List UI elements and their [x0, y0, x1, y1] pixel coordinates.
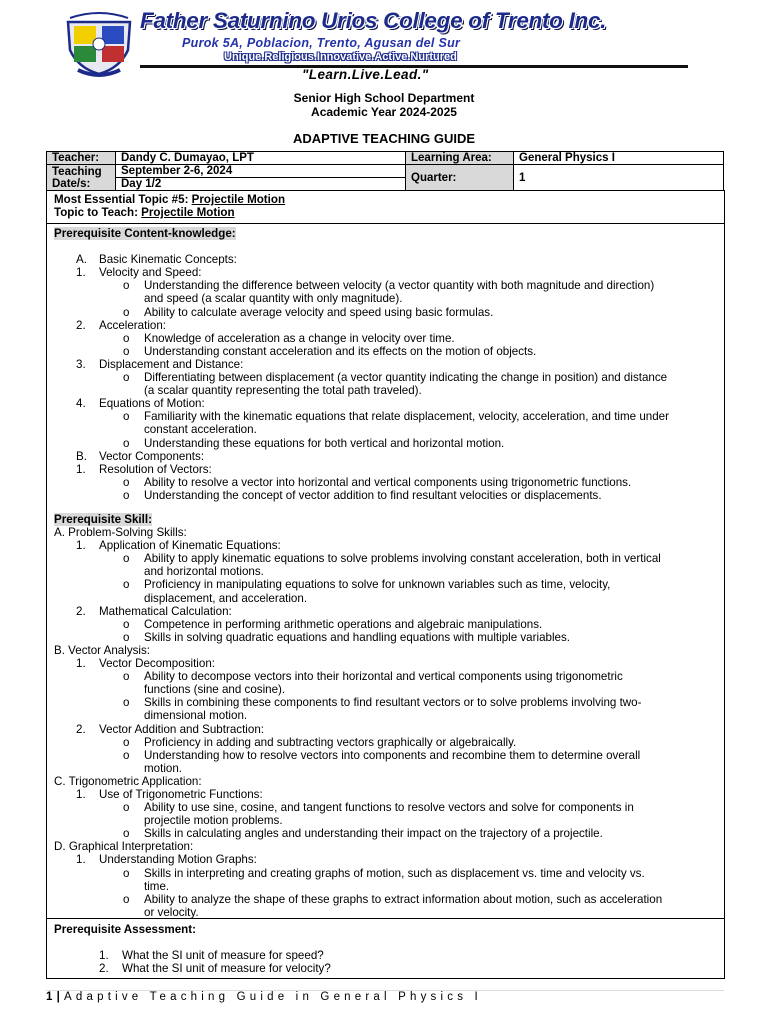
list-marker: 4. — [76, 397, 86, 411]
bullet-icon: o — [123, 475, 130, 489]
list-item — [54, 397, 236, 410]
list-text: Skills in combining these components to find resultant vectors or to solve problems involving two- — [144, 696, 642, 710]
list-text: Ability to use sine, cosine, and tangent functions to resolve vectors and solve for components in — [144, 801, 634, 815]
list-item — [54, 357, 244, 371]
assessment-heading: Prerequisite Assessment: — [54, 923, 196, 936]
list-item — [54, 305, 494, 319]
list-item — [54, 840, 202, 853]
list-item — [54, 801, 634, 815]
department-title: Senior High School Department — [293, 91, 475, 105]
list-text: time. — [144, 879, 170, 893]
list-item — [54, 463, 236, 476]
list-item — [54, 630, 571, 644]
bullet-icon: o — [123, 410, 130, 424]
footer-text: Adaptive Teaching Guide in General Physics I — [64, 991, 482, 1003]
dates-label-line-1: Teaching — [52, 165, 102, 178]
list-text: A. Problem-Solving Skills: — [54, 526, 187, 540]
list-text: Basic Kinematic Concepts: — [99, 253, 237, 267]
list-text: Displacement and Distance: — [99, 357, 244, 371]
list-item — [54, 683, 286, 697]
topic-to-teach — [54, 206, 285, 219]
knowledge-list — [54, 253, 669, 502]
met-value: Projectile Motion — [191, 193, 286, 206]
list-text: Mathematical Calculation: — [99, 604, 232, 618]
list-item — [54, 384, 422, 398]
guide-title: ADAPTIVE TEACHING GUIDE — [292, 131, 475, 146]
list-item — [54, 344, 537, 358]
bullet-icon: o — [123, 696, 130, 710]
topic-block — [54, 193, 285, 219]
list-text: Familiarity with the kinematic equations that relate displacement, velocity, acceleration, and time under — [144, 410, 669, 424]
bullet-icon: o — [123, 436, 130, 450]
assessment-question-1: 1. What the SI unit of measure for speed? — [99, 949, 324, 963]
assessment-section — [54, 923, 331, 976]
bullet-icon: o — [123, 344, 130, 358]
list-item — [54, 253, 236, 266]
bullet-icon: o — [123, 630, 130, 644]
academic-year: Academic Year 2024-2025 — [311, 105, 457, 119]
list-text: Vector Components: — [99, 449, 205, 463]
bullet-icon: o — [123, 892, 130, 906]
list-item — [54, 450, 236, 463]
list-text: Acceleration: — [99, 318, 167, 332]
list-item — [54, 279, 655, 293]
list-marker: 1. — [76, 787, 86, 801]
list-text: Ability to apply kinematic equations to solve problems involving constant acceleration, both in vertical — [144, 552, 661, 566]
list-text: Knowledge of acceleration as a change in velocity over time. — [144, 331, 455, 345]
school-address: Purok 5A, Poblacion, Trento, Agusan del Sur — [182, 36, 461, 50]
list-text: or velocity. — [144, 905, 199, 919]
teacher-label: Teacher: — [47, 152, 116, 165]
list-text: D. Graphical Interpretation: — [54, 840, 194, 854]
list-text: motion. — [144, 761, 183, 775]
quarter-value: 1 — [514, 165, 724, 191]
list-item — [54, 892, 663, 906]
list-text: Equations of Motion: — [99, 397, 205, 411]
skill-section — [54, 513, 663, 919]
list-item — [54, 292, 403, 306]
learning-area-value: General Physics I — [514, 152, 724, 165]
bullet-icon: o — [123, 748, 130, 762]
list-item — [54, 410, 669, 424]
bullet-icon: o — [123, 552, 130, 566]
list-text: Resolution of Vectors: — [99, 462, 212, 476]
dates-value-1: September 2-6, 2024 — [116, 165, 406, 178]
list-item — [54, 670, 623, 684]
list-text: displacement, and acceleration. — [144, 591, 308, 605]
list-text: Ability to resolve a vector into horizontal and vertical components using trigonometric functions. — [144, 475, 632, 489]
knowledge-heading: Prerequisite Content-knowledge: — [54, 227, 236, 240]
list-item — [54, 319, 236, 332]
list-item — [54, 591, 308, 605]
list-marker: 1. — [76, 266, 86, 280]
list-item — [54, 827, 603, 841]
list-text: Understanding the difference between velocity (a vector quantity with both magnitude and direction) — [144, 279, 655, 293]
list-item — [54, 552, 661, 566]
school-motto: "Learn.Live.Lead." — [302, 67, 429, 82]
list-text: and horizontal motions. — [144, 565, 264, 579]
list-marker: A. — [76, 253, 87, 267]
list-text: Understanding the concept of vector addition to find resultant velocities or displacements. — [144, 488, 602, 502]
list-text: Understanding Motion Graphs: — [99, 853, 257, 867]
dates-label-line-2: Date/s: — [52, 177, 91, 190]
list-item — [54, 853, 257, 867]
list-item — [54, 578, 611, 592]
list-marker: 2. — [76, 722, 86, 736]
list-item — [54, 331, 455, 345]
bullet-icon: o — [123, 617, 130, 631]
bullet-icon: o — [123, 866, 130, 880]
list-item — [54, 906, 202, 919]
list-marker: 3. — [76, 357, 86, 371]
list-item — [54, 762, 202, 775]
list-item — [54, 604, 232, 618]
list-text: Skills in calculating angles and understanding their impact on the trajectory of a projectile. — [144, 827, 603, 841]
list-text: B. Vector Analysis: — [54, 643, 151, 657]
list-item — [54, 617, 543, 631]
ttt-value: Projectile Motion — [141, 206, 235, 220]
list-text: Vector Decomposition: — [99, 657, 215, 671]
most-essential-topic — [54, 193, 285, 206]
school-name: Father Saturnino Urios College of Trento Inc. — [140, 8, 607, 33]
list-text: projectile motion problems. — [144, 814, 283, 828]
bullet-icon: o — [123, 279, 130, 293]
bullet-icon: o — [123, 331, 130, 345]
list-item — [54, 748, 641, 762]
learning-area-label: Learning Area: — [406, 152, 514, 165]
list-text: constant acceleration. — [144, 423, 257, 437]
list-text: Differentiating between displacement (a vector quantity indicating the change in position) and distance — [144, 371, 668, 385]
footer-separator: | — [56, 991, 65, 1003]
info-table — [46, 151, 724, 191]
list-text: Skills in solving quadratic equations and handling equations with multiple variables. — [144, 630, 571, 644]
list-text: Understanding constant acceleration and its effects on the motion of objects. — [144, 344, 537, 358]
skill-list — [54, 526, 663, 919]
list-item — [54, 436, 505, 450]
list-text: Vector Addition and Subtraction: — [99, 722, 265, 736]
knowledge-section — [54, 227, 669, 502]
bullet-icon: o — [123, 801, 130, 815]
bullet-icon: o — [123, 670, 130, 684]
list-text: Ability to calculate average velocity and speed using basic formulas. — [144, 305, 494, 319]
list-marker: 2. — [76, 318, 86, 332]
list-item — [54, 787, 263, 801]
list-text: dimensional motion. — [144, 709, 248, 723]
quarter-label: Quarter: — [406, 165, 514, 191]
list-text: Use of Trigonometric Functions: — [99, 787, 263, 801]
list-text: Velocity and Speed: — [99, 266, 202, 280]
bullet-icon: o — [123, 371, 130, 385]
ttt-label: Topic to Teach: — [54, 206, 142, 220]
list-item — [54, 526, 202, 539]
list-marker: B. — [76, 449, 87, 463]
list-item — [54, 657, 215, 671]
page-number: 1 — [46, 991, 57, 1003]
list-text: Proficiency in manipulating equations to solve for unknown variables such as time, velocity, — [144, 578, 611, 592]
skill-heading: Prerequisite Skill: — [54, 513, 152, 526]
teacher-value: Dandy C. Dumayao, LPT — [116, 152, 406, 165]
list-item — [54, 371, 668, 385]
list-text: functions (sine and cosine). — [144, 683, 286, 697]
list-marker: 2. — [76, 604, 86, 618]
list-item — [54, 565, 264, 579]
list-marker: 1. — [76, 657, 86, 671]
page-footer — [46, 991, 724, 1003]
assessment-question-2: 2. What the SI unit of measure for velocity? — [99, 962, 331, 976]
list-item — [54, 488, 602, 502]
dates-value-2: Day 1/2 — [116, 178, 406, 191]
met-label: Most Essential Topic #5: — [54, 193, 192, 206]
list-item — [54, 696, 642, 710]
list-item — [54, 644, 202, 657]
list-item — [54, 475, 632, 489]
bullet-icon: o — [123, 305, 130, 319]
list-item — [54, 735, 517, 749]
list-item — [54, 539, 281, 553]
list-item — [54, 423, 257, 437]
section-divider — [46, 223, 724, 224]
list-marker: 1. — [76, 462, 86, 476]
list-text: C. Trigonometric Application: — [54, 774, 202, 788]
list-item — [54, 709, 248, 723]
list-text: Ability to analyze the shape of these graphs to extract information about motion, such as acceleration — [144, 892, 663, 906]
list-text: Understanding these equations for both vertical and horizontal motion. — [144, 436, 505, 450]
bullet-icon: o — [123, 735, 130, 749]
list-item — [54, 866, 645, 880]
list-item — [54, 266, 236, 279]
list-item — [54, 880, 202, 893]
list-marker: 1. — [76, 539, 86, 553]
bullet-icon: o — [123, 488, 130, 502]
list-item — [54, 814, 283, 828]
list-text: and speed (a scalar quantity with only magnitude). — [144, 292, 403, 306]
list-text: Proficiency in adding and subtracting vectors graphically or algebraically. — [144, 735, 517, 749]
list-text: Application of Kinematic Equations: — [99, 539, 281, 553]
list-marker: 1. — [76, 853, 86, 867]
list-text: Competence in performing arithmetic operations and algebraic manipulations. — [144, 617, 543, 631]
list-text: Understanding how to resolve vectors into components and recombine them to determine overall — [144, 748, 641, 762]
bullet-icon: o — [123, 827, 130, 841]
school-seal-logo — [60, 10, 138, 78]
list-item — [54, 722, 265, 736]
list-text: Skills in interpreting and creating graphs of motion, such as displacement vs. time and velocity vs. — [144, 866, 645, 880]
list-text: Ability to decompose vectors into their horizontal and vertical components using trigonometric — [144, 670, 623, 684]
dates-label — [47, 165, 116, 191]
list-text: (a scalar quantity representing the total path traveled). — [144, 384, 422, 398]
bullet-icon: o — [123, 578, 130, 592]
list-item — [54, 775, 202, 788]
school-values: Unique.Religious.Innovative.Active.Nurtured — [224, 51, 457, 63]
